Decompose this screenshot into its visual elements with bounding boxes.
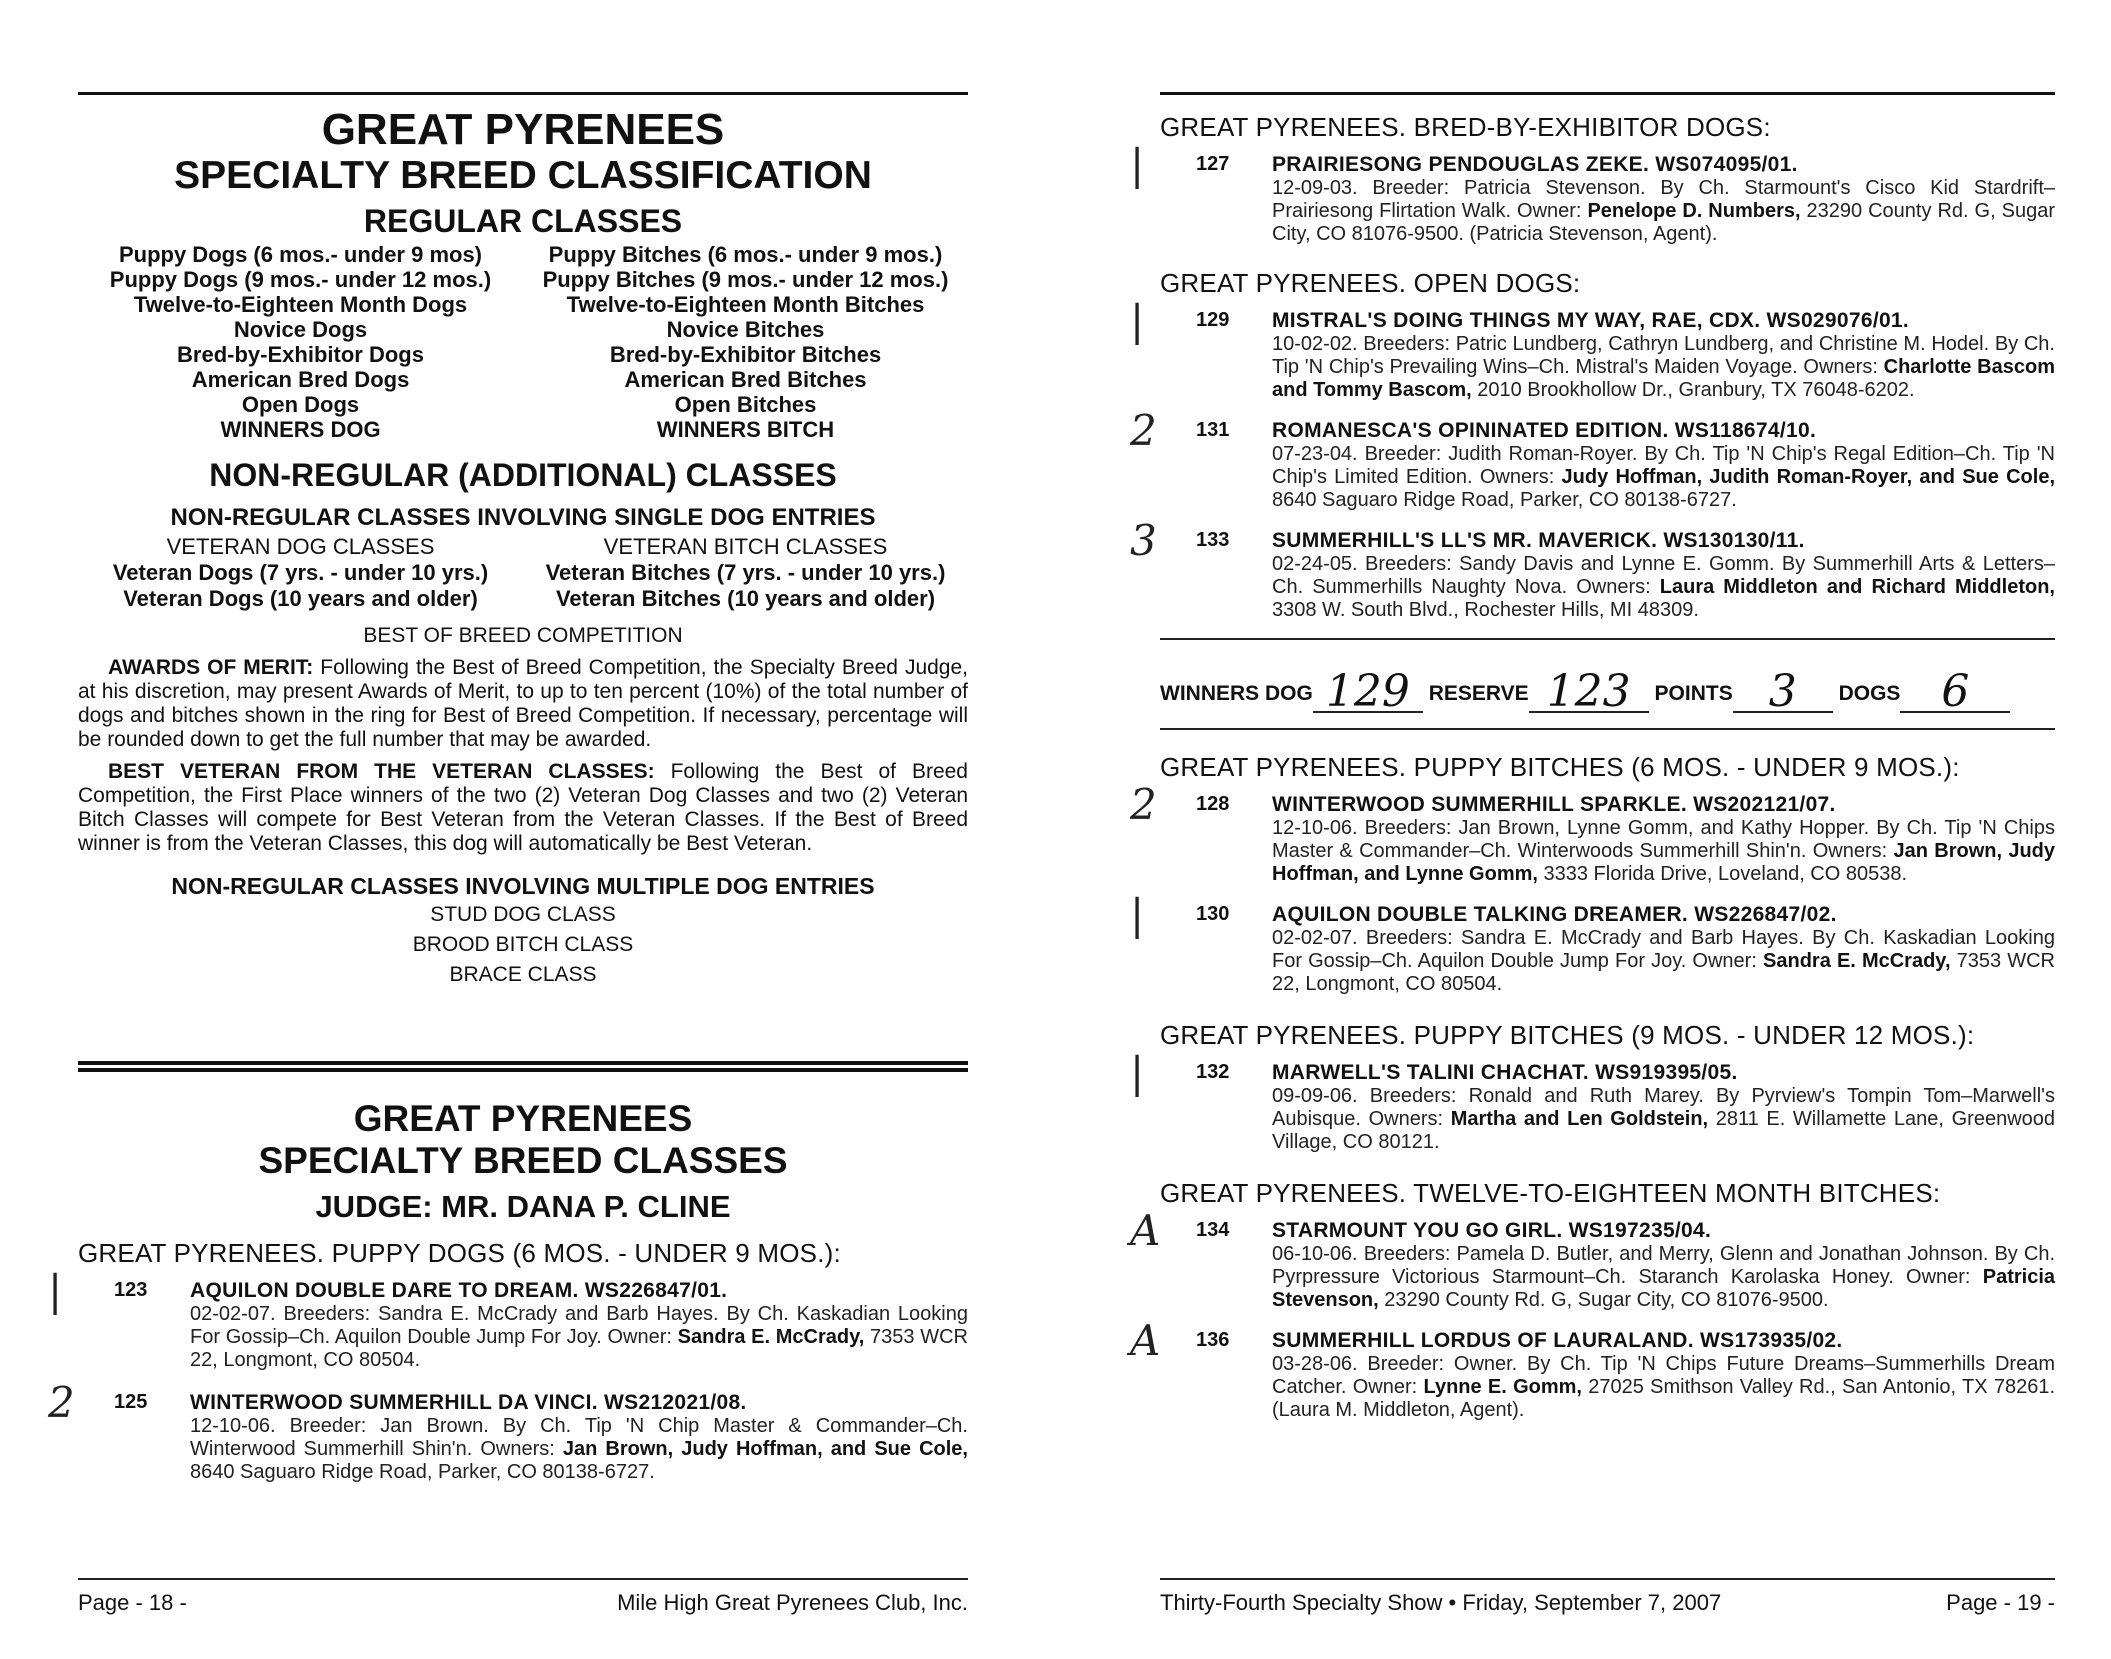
nonregular-heading: NON-REGULAR (ADDITIONAL) CLASSES xyxy=(209,457,837,493)
page-subtitle: SPECIALTY BREED CLASSIFICATION xyxy=(174,154,872,197)
entry-details xyxy=(1272,333,2055,402)
owner-address: 2811 E. Willamette Lane, Greenwood Village, CO 80121. xyxy=(1272,1108,2056,1153)
class-item: Veteran Bitches (7 yrs. - under 10 yrs.) xyxy=(545,560,946,585)
right-content xyxy=(1130,112,2056,1422)
details-text: 12-09-03. Breeder: Patricia Stevenson. By Ch. Starmount's Cisco Kid Stardrift–Prairiesong Flirtation Walk. Owner: xyxy=(1272,177,2055,222)
owner-name: Jan Brown, Judy Hoffman, and Lynne Gomm, xyxy=(1272,840,2056,885)
owner-name: Jan Brown, Judy Hoffman, and Sue Cole, xyxy=(562,1438,968,1460)
best-veteran-text: Following the Best of Breed Competition, the First Place winners of the two (2) Veteran Dog Classes and two (2) Veteran Bitch Classes will compete for Best Veteran from the Veteran Classes. If the Best of Breed winner is from the Veteran Classes, this dog will automatically be Best Veteran. xyxy=(78,760,968,855)
owner-address: 23290 County Rd. G, Sugar City, CO 81076-9500. xyxy=(1378,1289,1829,1311)
page-number: Page - 19 - xyxy=(1946,1590,2055,1615)
owner-name: Patricia Stevenson, xyxy=(1272,1266,2055,1311)
reserve-label: RESERVE xyxy=(1428,682,1529,705)
dog-name: MISTRAL'S DOING THINGS MY WAY, RAE, CDX. WS029076/01. xyxy=(1272,309,1910,332)
points-value: 3 xyxy=(1768,666,1797,717)
entry-details xyxy=(1272,1085,2055,1154)
entry-132 xyxy=(1130,1048,2056,1154)
winners-dog-label: WINNERS DOG xyxy=(1160,682,1313,705)
veteran-dog-heading: VETERAN DOG CLASSES xyxy=(166,534,435,559)
details-text: 03-28-06. Breeder: Owner. By Ch. Tip 'N Chips Future Dreams–Summerhills Dream Catcher. Owner: xyxy=(1272,1353,2055,1398)
class-item: Puppy Dogs (6 mos.- under 9 mos) xyxy=(118,242,483,267)
class-heading: GREAT PYRENEES. TWELVE-TO-EIGHTEEN MONTH BITCHES: xyxy=(1160,1178,1941,1208)
class-heading: GREAT PYRENEES. OPEN DOGS: xyxy=(1160,268,1581,298)
owner-address: 2010 Brookhollow Dr., Granbury, TX 76048-6202. xyxy=(1471,379,1915,401)
class-item: STUD DOG CLASS xyxy=(430,903,616,926)
details-text: 12-10-06. Breeders: Jan Brown, Lynne Gomm, and Kathy Hopper. By Ch. Tip 'N Chips Master & Commander–Ch. Winterwoods Summerhill Shin'n. Owners: xyxy=(1272,817,2055,862)
entry-number: 136 xyxy=(1196,1329,1230,1351)
entry-134 xyxy=(1130,1206,2055,1312)
class-item: Veteran Bitches (10 years and older) xyxy=(555,586,936,611)
multi-entries-heading: NON-REGULAR CLASSES INVOLVING MULTIPLE DOG ENTRIES xyxy=(171,873,875,899)
veteran-bitch-heading: VETERAN BITCH CLASSES xyxy=(603,534,888,559)
entry-125 xyxy=(48,1378,968,1484)
veteran-classes xyxy=(78,534,968,612)
awards-label: AWARDS OF MERIT: xyxy=(108,656,314,679)
entry-136 xyxy=(1130,1316,2055,1422)
details-text: 09-09-06. Breeders: Ronald and Ruth Marey. By Pyrview's Tompin Tom–Marwell's Aubisque. Owners: xyxy=(1272,1085,2055,1130)
class-item: Novice Bitches xyxy=(666,317,825,342)
dogs-field xyxy=(1900,660,2010,717)
class-item: WINNERS DOG xyxy=(220,417,381,442)
winners-dog-field xyxy=(1313,660,1423,717)
owner-name: Lynne E. Gomm, xyxy=(1423,1376,1582,1398)
winners-line xyxy=(1160,660,2055,720)
awards-of-merit-paragraph xyxy=(78,656,968,752)
entry-details xyxy=(1272,177,2055,246)
footer-rule xyxy=(78,1578,968,1580)
owner-address: 27025 Smithson Valley Rd., San Antonio, TX 78261. (Laura M. Middleton, Agent). xyxy=(1272,1376,2055,1421)
details-text: 02-02-07. Breeders: Sandra E. McCrady and Barb Hayes. By Ch. Kaskadian Looking For Gossip–Ch. Aquilon Double Jump For Joy. Owner: xyxy=(1272,927,2055,972)
dog-name: SUMMERHILL'S LL'S MR. MAVERICK. WS130130/11. xyxy=(1272,529,1805,552)
class-heading: GREAT PYRENEES. PUPPY DOGS (6 MOS. - UNDER 9 MOS.): xyxy=(78,1238,841,1268)
handwritten-placement: 2 xyxy=(48,1378,75,1427)
entry-123 xyxy=(48,1266,968,1372)
single-entries-heading: NON-REGULAR CLASSES INVOLVING SINGLE DOG ENTRIES xyxy=(170,504,876,531)
entry-131 xyxy=(1130,406,2056,512)
owner-name: Judy Hoffman, Judith Roman-Royer, and Sue Cole, xyxy=(1561,466,2056,488)
best-of-breed-heading: BEST OF BREED COMPETITION xyxy=(363,624,683,647)
top-rule xyxy=(78,92,968,95)
best-veteran-paragraph xyxy=(78,760,968,856)
awards-text: Following the Best of Breed Competition, the Specialty Breed Judge, at his discretion, may present Awards of Merit, to up to ten percent (10%) of the total number of dogs and bitches shown in the ring for Best of Breed Competition. If necessary, percentage will be rounded down to get the full number that may be awarded. xyxy=(78,656,968,751)
owner-address: 3333 Florida Drive, Loveland, CO 80538. xyxy=(1537,863,1908,885)
entry-details xyxy=(1272,1243,2055,1312)
handwritten-placement: | xyxy=(1130,296,1145,345)
reserve-field xyxy=(1529,660,1649,717)
entry-number: 128 xyxy=(1196,793,1230,815)
class-item: Twelve-to-Eighteen Month Dogs xyxy=(133,292,468,317)
details-text: 06-10-06. Breeders: Pamela D. Butler, and Merry, Glenn and Jonathan Johnson. By Ch. Pyrpressure Victorious Starmount–Ch. Staranch Karolaska Honey. Owner: xyxy=(1272,1243,2055,1288)
handwritten-placement: A xyxy=(1130,1316,1161,1365)
winners-dog-value: 129 xyxy=(1325,666,1410,717)
dog-name: WINTERWOOD SUMMERHILL DA VINCI. WS212021/08. xyxy=(190,1391,747,1414)
dog-name: PRAIRIESONG PENDOUGLAS ZEKE. WS074095/01. xyxy=(1272,153,1798,176)
class-item: BROOD BITCH CLASS xyxy=(412,933,634,956)
page-title: GREAT PYRENEES xyxy=(321,105,725,154)
entry-number: 127 xyxy=(1196,153,1230,175)
regular-dog-classes xyxy=(78,242,523,442)
entry-number: 125 xyxy=(114,1391,148,1413)
class-item: Veteran Dogs (10 years and older) xyxy=(123,586,478,611)
class-item: WINNERS BITCH xyxy=(656,417,835,442)
class-item: Novice Dogs xyxy=(233,317,368,342)
points-field xyxy=(1733,660,1833,717)
regular-classes-heading: REGULAR CLASSES xyxy=(363,203,683,239)
owner-address: 7353 WCR 22, Longmont, CO 80504. xyxy=(1272,950,2055,995)
handwritten-placement: 3 xyxy=(1130,516,1157,565)
owner-name: Charlotte Bascom and Tommy Bascom, xyxy=(1272,356,2055,401)
class-item: Veteran Dogs (7 yrs. - under 10 yrs.) xyxy=(112,560,489,585)
left-page xyxy=(48,0,968,1659)
regular-bitch-classes xyxy=(523,242,968,442)
dog-name: WINTERWOOD SUMMERHILL SPARKLE. WS202121/07. xyxy=(1272,793,1836,816)
regular-classes-list xyxy=(78,242,968,442)
class-item: Open Bitches xyxy=(674,392,817,417)
class-heading: GREAT PYRENEES. PUPPY BITCHES (9 MOS. - UNDER 12 MOS.): xyxy=(1160,1020,1975,1050)
handwritten-placement: | xyxy=(1130,140,1145,189)
entry-details xyxy=(1272,1353,2055,1422)
owner-address: 7353 WCR 22, Longmont, CO 80504. xyxy=(190,1326,968,1371)
section-title: GREAT PYRENEES xyxy=(353,1098,693,1139)
section-divider xyxy=(78,1061,968,1072)
handwritten-placement: A xyxy=(1130,1206,1161,1255)
reserve-value: 123 xyxy=(1546,666,1631,717)
entry-details xyxy=(1272,927,2055,996)
class-item: Bred-by-Exhibitor Bitches xyxy=(609,342,882,367)
class-item: American Bred Bitches xyxy=(624,367,867,392)
entry-details xyxy=(1272,817,2055,886)
details-text: 12-10-06. Breeder: Jan Brown. By Ch. Tip 'N Chip Master & Commander–Ch. Winterwood Summerhill Shin'n. Owners: xyxy=(190,1415,968,1460)
owner-address: 23290 County Rd. G, Sugar City, CO 81076-9500. (Patricia Stevenson, Agent). xyxy=(1272,200,2055,245)
details-text: 10-02-02. Breeders: Patric Lundberg, Cathryn Lundberg, and Christine M. Hodel. By Ch. Tip 'N Chip's Prevailing Wins–Ch. Mistral's Maiden Voyage. Owners: xyxy=(1272,333,2055,378)
entry-number: 132 xyxy=(1196,1061,1230,1083)
club-name: Mile High Great Pyrenees Club, Inc. xyxy=(617,1590,968,1615)
handwritten-placement: 2 xyxy=(1130,406,1157,455)
right-page xyxy=(1130,0,2056,1659)
entry-130 xyxy=(1130,890,2055,996)
owner-name: Martha and Len Goldstein, xyxy=(1450,1108,1709,1130)
details-text: 07-23-04. Breeder: Judith Roman-Royer. By Ch. Tip 'N Chip's Regal Edition–Ch. Tip 'N Chip's Limited Edition. Owners: xyxy=(1272,443,2055,488)
owner-name: Laura Middleton and Richard Middleton, xyxy=(1659,576,2055,598)
owner-address: 8640 Saguaro Ridge Road, Parker, CO 80138-6727. xyxy=(1272,489,1737,511)
dogs-value: 6 xyxy=(1941,666,1970,717)
class-item: Puppy Bitches (6 mos.- under 9 mos.) xyxy=(548,242,943,267)
class-item: American Bred Dogs xyxy=(191,367,410,392)
entry-number: 123 xyxy=(114,1279,148,1301)
details-text: 02-24-05. Breeders: Sandy Davis and Lynne E. Gomm. By Summerhill Arts & Letters–Ch. Summerhills Naughty Nova. Owners: xyxy=(1272,553,2055,598)
handwritten-placement: | xyxy=(1130,890,1145,939)
class-item: Puppy Bitches (9 mos.- under 12 mos.) xyxy=(542,267,949,292)
entry-details xyxy=(1272,443,2055,512)
dog-name: ROMANESCA'S OPININATED EDITION. WS118674/10. xyxy=(1272,419,1817,442)
entry-details xyxy=(1272,553,2055,622)
entry-number: 129 xyxy=(1196,309,1230,331)
multi-entry-classes xyxy=(78,900,968,990)
top-rule xyxy=(1160,92,2055,95)
owner-name: Penelope D. Numbers, xyxy=(1587,200,1801,222)
class-item: Bred-by-Exhibitor Dogs xyxy=(177,342,424,367)
classification-section xyxy=(78,106,968,990)
points-label: POINTS xyxy=(1654,682,1733,705)
entry-number: 133 xyxy=(1196,529,1230,551)
class-heading: GREAT PYRENEES. PUPPY BITCHES (6 MOS. - UNDER 9 MOS.): xyxy=(1160,752,1960,782)
dog-name: SUMMERHILL LORDUS OF LAURALAND. WS173935/02. xyxy=(1272,1329,1843,1352)
entry-number: 130 xyxy=(1196,903,1230,925)
entry-129 xyxy=(1130,296,2055,402)
entry-number: 134 xyxy=(1196,1219,1230,1241)
section-subtitle: SPECIALTY BREED CLASSES xyxy=(258,1140,788,1181)
owner-address: 8640 Saguaro Ridge Road, Parker, CO 80138-6727. xyxy=(190,1461,655,1483)
entry-128 xyxy=(1130,780,2056,886)
divider xyxy=(1160,728,2055,730)
show-info: Thirty-Fourth Specialty Show • Friday, September 7, 2007 xyxy=(1160,1590,1722,1615)
class-item: Puppy Dogs (9 mos.- under 12 mos.) xyxy=(109,267,492,292)
handwritten-placement: 2 xyxy=(1130,780,1157,829)
details-text: 02-02-07. Breeders: Sandra E. McCrady and Barb Hayes. By Ch. Kaskadian Looking For Gossip–Ch. Aquilon Double Jump For Joy. Owner: xyxy=(190,1303,968,1348)
specialty-classes-section xyxy=(48,1098,968,1484)
class-item: BRACE CLASS xyxy=(449,963,597,986)
veteran-bitch-classes xyxy=(523,534,968,612)
best-veteran-label: BEST VETERAN FROM THE VETERAN CLASSES: xyxy=(108,760,655,783)
dog-name: AQUILON DOUBLE DARE TO DREAM. WS226847/01. xyxy=(190,1279,728,1302)
class-item: Open Dogs xyxy=(241,392,360,417)
owner-name: Sandra E. McCrady, xyxy=(1763,950,1951,972)
entry-number: 131 xyxy=(1196,419,1230,441)
judge-name: JUDGE: MR. DANA P. CLINE xyxy=(315,1189,731,1224)
footer-rule xyxy=(1160,1578,2055,1580)
entry-details xyxy=(190,1415,968,1484)
handwritten-placement: | xyxy=(1130,1048,1145,1097)
dog-name: MARWELL'S TALINI CHACHAT. WS919395/05. xyxy=(1272,1061,1738,1084)
dogs-label: DOGS xyxy=(1838,682,1901,705)
class-heading: GREAT PYRENEES. BRED-BY-EXHIBITOR DOGS: xyxy=(1160,112,1771,142)
veteran-dog-classes xyxy=(78,534,523,612)
divider xyxy=(1160,638,2055,640)
dog-name: STARMOUNT YOU GO GIRL. WS197235/04. xyxy=(1272,1219,1712,1242)
class-item: Twelve-to-Eighteen Month Bitches xyxy=(566,292,925,317)
entry-details xyxy=(190,1303,968,1372)
entry-127 xyxy=(1130,140,2055,246)
handwritten-placement: | xyxy=(48,1266,63,1315)
owner-name: Sandra E. McCrady, xyxy=(677,1326,865,1348)
page-number: Page - 18 - xyxy=(78,1590,187,1615)
owner-address: 3308 W. South Blvd., Rochester Hills, MI 48309. xyxy=(1272,599,1699,621)
dog-name: AQUILON DOUBLE TALKING DREAMER. WS226847/02. xyxy=(1272,903,1837,926)
entry-133 xyxy=(1130,516,2055,622)
